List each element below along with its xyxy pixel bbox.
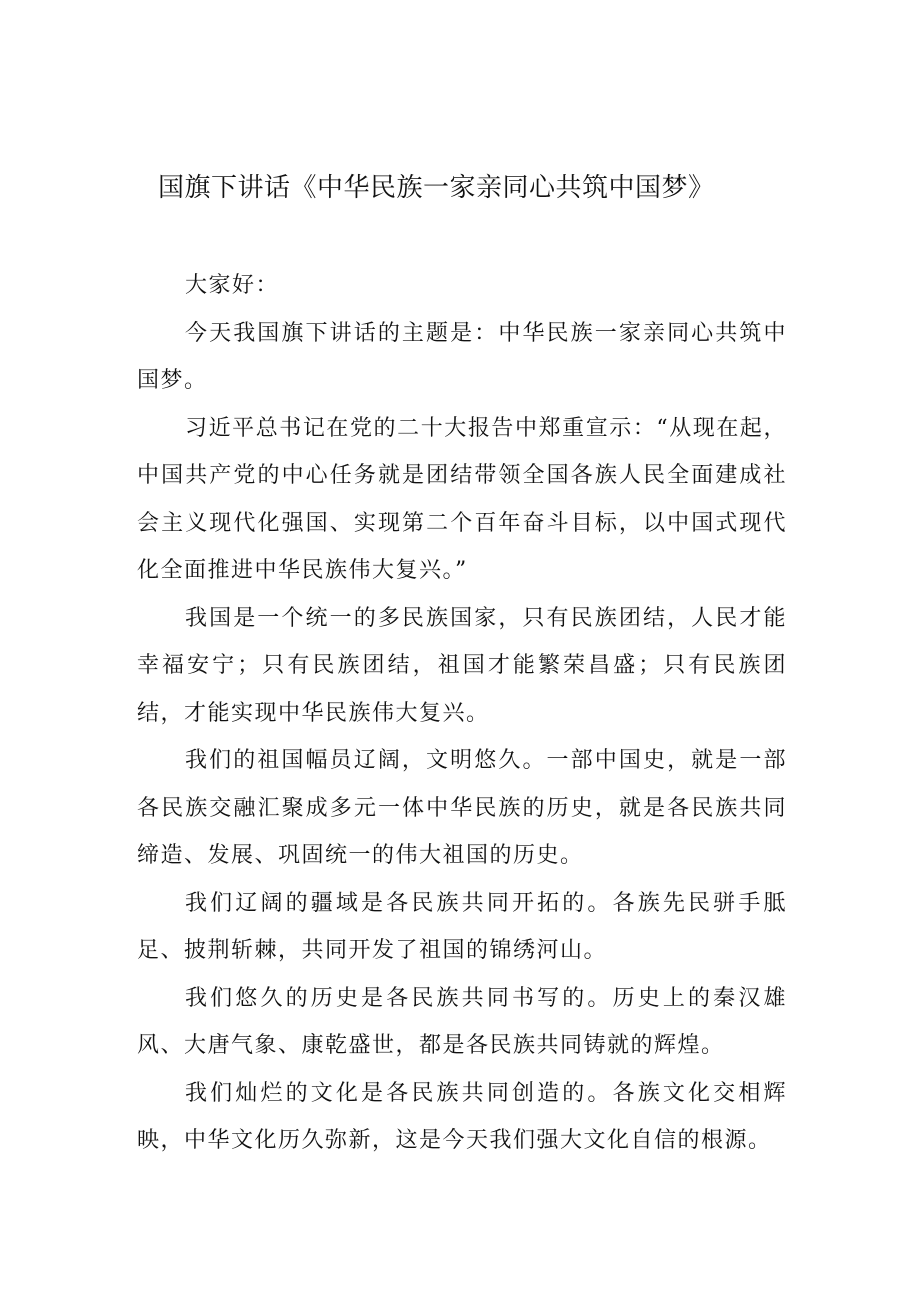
paragraph-report-quote: 习近平总书记在党的二十大报告中郑重宣示：“从现在起，中国共产党的中心任务就是团结带领全国各族人民全面建成社会主义现代化强国、实现第二个百年奋斗目标，以中国式现代化全面推进中华民族伟大复兴。” <box>137 415 787 583</box>
paragraph-shared-history: 我们悠久的历史是各民族共同书写的。历史上的秦汉雄风、大唐气象、康乾盛世，都是各民族共同铸就的辉煌。 <box>137 985 787 1058</box>
paragraph-history: 我们的祖国幅员辽阔，文明悠久。一部中国史，就是一部各民族交融汇聚成多元一体中华民族的历史，就是各民族共同缔造、发展、巩固统一的伟大祖国的历史。 <box>137 748 787 868</box>
paragraph-national-unity: 我国是一个统一的多民族国家，只有民族团结，人民才能幸福安宁；只有民族团结，祖国才能繁荣昌盛；只有民族团结，才能实现中华民族伟大复兴。 <box>137 605 787 726</box>
paragraph-culture: 我们灿烂的文化是各民族共同创造的。各族文化交相辉映，中华文化历久弥新，这是今天我们强大文化自信的根源。 <box>137 1080 787 1153</box>
paragraph-greeting: 大家好： <box>185 273 280 298</box>
document-title: 国旗下讲话《中华民族一家亲同心共筑中国梦》 <box>158 173 715 203</box>
paragraph-theme: 今天我国旗下讲话的主题是：中华民族一家亲同心共筑中国梦。 <box>137 320 787 393</box>
document-body <box>137 262 787 1165</box>
paragraph-territory: 我们辽阔的疆域是各民族共同开拓的。各族先民骈手胝足、披荆斩棘，共同开发了祖国的锦绣河山。 <box>137 890 787 963</box>
